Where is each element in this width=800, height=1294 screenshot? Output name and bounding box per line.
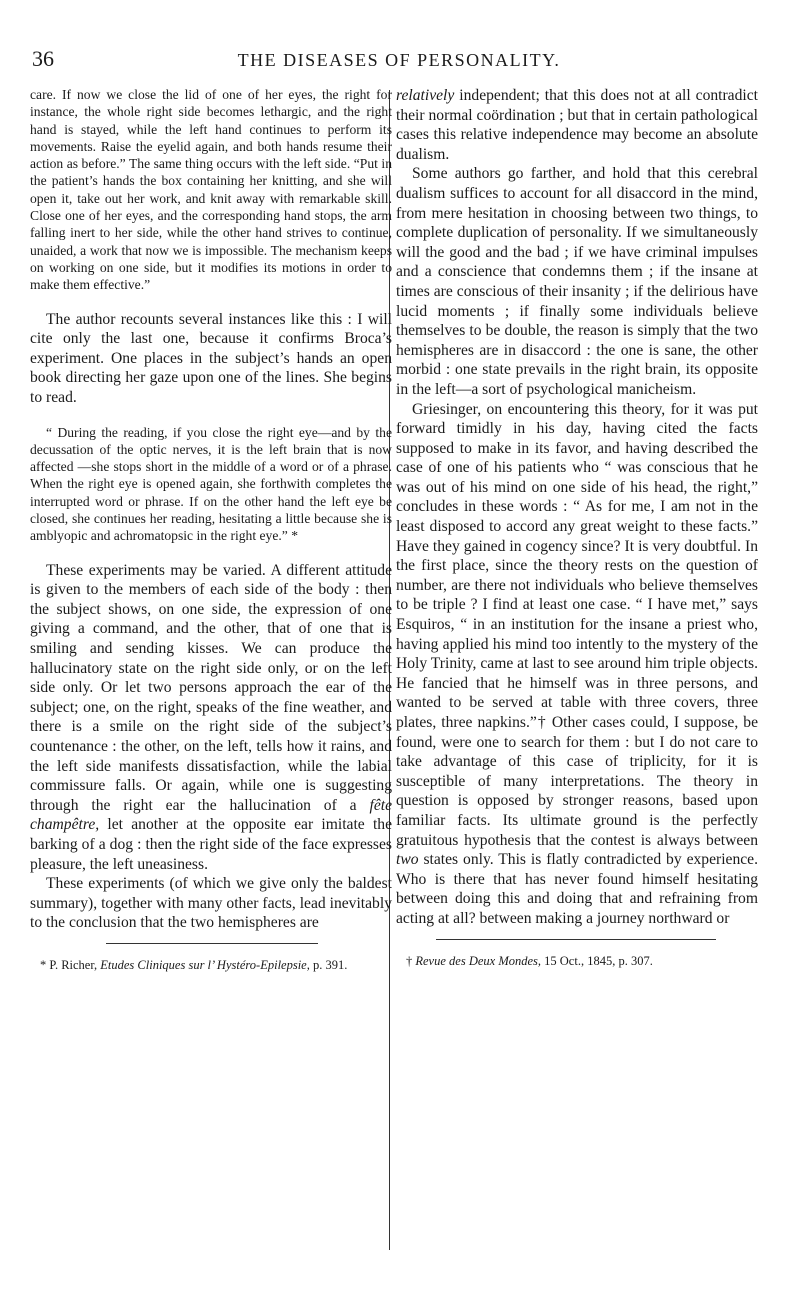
paragraph-author-recounts: The author recounts several instances like this : I will cite only the last one, because it confirms Broca’s experiment. One places in the subject’s hands an open book directing her gaze upon one of the lines. She begins to read. bbox=[30, 310, 392, 406]
right-column bbox=[396, 86, 758, 969]
paragraph-experiments-varied bbox=[30, 561, 392, 875]
paragraph-text: These experiments may be varied. A different attitude is given to the members of each side of the body : then the subject shows, on one side, the expression of one giving a command, and the other, that of one that is smiling and sending kisses. We can produce the hallucinatory state on the right side only, or on the left side only. Or let two persons approach the ear of the subject; one, on the right, speaks of the fine weather, and there is a smile on the right side of the subject’s countenance : the other, on the left, tells how it rains, and the left side manifests dissatisfaction, while the labial commissure falls. Or again, while one is suggesting through the right ear the hallucination of a bbox=[30, 561, 392, 814]
footnote-title: Etudes Cliniques sur l’ Hystéro-Epilepsie, bbox=[100, 957, 310, 972]
paragraph-relatively-independent bbox=[396, 86, 758, 164]
paragraph-some-authors: Some authors go farther, and hold that this cerebral dualism suffices to account for all disaccord in the mind, from mere hesitation in choosing between two things, to complete duplication of personality. If we simultaneously will the good and the bad ; if we have criminal impulses and a conscience that condemns them ; if the insane at times are conscious of their insanity ; if the delirious have lucid moments ; if finally some individuals believe themselves to be double, the reason is simply that the two hemispheres are in disaccord : the one is sane, the other morbid : one state prevails in the right brain, its opposite in the left—a sort of psychological manicheism. bbox=[396, 165, 758, 398]
footnote-marker: † bbox=[406, 953, 413, 968]
footnote-rule bbox=[106, 943, 318, 944]
footnote-revue bbox=[396, 954, 758, 969]
paragraph-text: states only. This is flatly contradicted by experience. Who is there that has never found himself hesitating between doing this and doing that and refraining from acting at all? between making a journey northward or bbox=[396, 851, 758, 927]
left-column bbox=[30, 86, 392, 973]
paragraph-text: let another at the opposite ear imitate the barking of a dog : then the right side of the face expresses pleasure, the left uneasiness. bbox=[30, 816, 392, 873]
footnote-rule bbox=[436, 939, 716, 940]
footnote-marker: * P. Richer, bbox=[40, 957, 98, 972]
footnote-page: 15 Oct., 1845, p. 307. bbox=[544, 953, 653, 968]
footnote-page: p. 391. bbox=[312, 957, 348, 972]
running-head: THE DISEASES OF PERSONALITY. bbox=[237, 50, 561, 70]
footnote-richer bbox=[30, 958, 392, 973]
page-number: 36 bbox=[32, 46, 54, 71]
italic-word: two bbox=[396, 851, 419, 869]
paragraph-conclusion: These experiments (of which we give only the baldest summary), together with many other facts, lead inevitably to the conclusion that the two hemispheres are bbox=[30, 875, 392, 932]
quote-reading-experiment: “ During the reading, if you close the right eye—and by the decussation of the optic nerves, it is the left brain that is now affected —she stops short in the middle of a word or of a phrase. When the right eye is opened again, she forthwith completes the interrupted word or phrase. If on the other hand the left eye be closed, she continues her reading, hesitating a little because she is amblyopic and achromatopsic in the right eye.” * bbox=[30, 424, 392, 544]
footnote-title: Revue des Deux Mondes, bbox=[415, 953, 542, 968]
italic-phrase: fête champêtre, bbox=[30, 796, 392, 834]
quote-richer-knitting: care. If now we close the lid of one of her eyes, the right for instance, the whole right side becomes lethargic, and the right hand is stayed, while the left hand continues to perform its movements. Raise the eyelid again, and both hands resume their action as before.” The same thing occurs with the left side. “Put in the patient’s hands the box containing her knitting, and she will open it, take out her work, and knit away with remarkable skill. Close one of her eyes, and the corresponding hand stops, the arm falling inert to her side, while the other hand strives to continue, unaided, a work that now we is impossible. The mechanism keeps on working on one side, but it modifies its motions in order to make them effective.” bbox=[30, 87, 392, 293]
italic-word: relatively bbox=[396, 87, 455, 104]
paragraph-text: Griesinger, on encountering this theory, for it was put forward timidly in his day, having cited the facts supposed to make in its favor, and having described the case of one of his patients who “ was conscious that he was out of his mind on one side of his head, the right,” concludes in these words : “ As for me, I am not in the least disposed to accord any great weight to these facts.” Have they gained in cogency since? It is very doubtful. In the first place, since the theory rests on the question of number, are there not individuals who believe themselves to be triple ? I find at least one case. “ I have met,” says Esquiros, “ in an institution for the insane a priest who, having applied his mind too intently to the mystery of the Holy Trinity, came at last to see around him triple objects. He fancied that he himself was in three persons, and wanted to be served at table with three covers, three plates, three napkins.”† Other cases could, I suppose, be found, were one to search for them : but I do not care to take advantage of this case of triplicity, for it is susceptible of many interpretations. The theory in question is opposed by stronger reasons, based upon familiar facts. Its ultimate ground is the perfectly gratuitous hypothesis that the contest is always between bbox=[396, 400, 758, 849]
page-header bbox=[28, 46, 770, 76]
paragraph-text: independent; that this does not at all contradict their normal coördination ; but that in certain pathological cases this relative independence may become an absolute dualism. bbox=[396, 87, 759, 163]
paragraph-griesinger bbox=[396, 400, 758, 929]
